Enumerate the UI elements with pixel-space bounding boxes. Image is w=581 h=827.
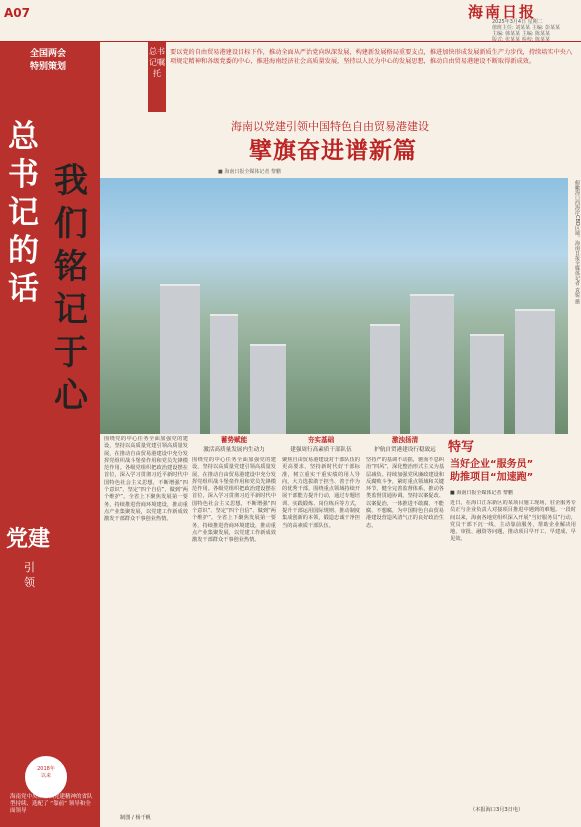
badge-year: 2018年	[37, 766, 55, 772]
subsection-2-body: 聚焦自由贸易港建设对干部队伍的更高要求，坚持新时代好干部标准，树立重实干重实绩的用人导向，大力选拔敢于担当、善于作为的优秀干部。围绕重点领域持续开展干部能力提升行动，通过专题培训、实践锻炼、岗位练兵等方式，提升干部运用国际规则、推动制度集成创新的本领，锻造忠诚干净担当的高素质干部队伍。	[282, 457, 360, 529]
side-feature-logo	[448, 436, 576, 455]
headline-subtitle: 海南以党建引领中国特色自由贸易港建设	[231, 120, 429, 133]
building	[210, 314, 238, 434]
headline-main: 擘旗奋进谱新篇	[249, 137, 417, 164]
subsection-3	[366, 436, 444, 817]
graphic-credit: 制图 / 杨千帆	[120, 815, 151, 821]
page-number: A07	[4, 6, 30, 20]
section-line-2: 特别策划	[29, 62, 66, 72]
subsection-1-head: 蓄势赋能	[220, 436, 248, 444]
badge-caption: 海南党中央和全国党建精神的省队型持续、选配了 “靠前” 领导和全面领导	[10, 794, 93, 814]
paper-name: 海南日报	[468, 3, 537, 21]
brush-calligraphy-a: 总书记的话	[8, 119, 39, 307]
side-headline-1: 当好企业“服务员”	[450, 459, 534, 470]
side-headline-2: 助推项目“加速跑”	[450, 472, 534, 483]
meta-line-1: 2025年3月4日 星期二	[492, 19, 543, 25]
masthead-meta	[492, 19, 580, 43]
subsection-3-kicker: 护航自贸港建设行稳致远	[374, 447, 436, 453]
building	[370, 324, 400, 434]
building	[250, 344, 286, 434]
section-title	[12, 48, 84, 74]
subsection-2-kicker: 建强周行高素质干部队伍	[290, 447, 352, 453]
byline: ■ 海南日报全媒体记者 黎鹏	[218, 169, 281, 175]
building	[515, 309, 555, 434]
subsection-1-body: 围绕党的中心任务全面加强党的建设，坚持以高质量党建引领高质量发展，在推动自由贸易港建设中充分发挥党组织战斗堡垒作用和党员先锋模范作用。各级党组织把政治建设摆在首位，深入学习贯彻习近平新时代中国特色社会主义思想，不断增强“四个意识”、坚定“四个自信”、做到“两个维护”。全省上下聚焦发展第一要务，持续推进营商环境建设，推动重点产业集聚发展，以党建工作新成效激发干部群众干事创业热情。	[192, 457, 276, 544]
subsection-1	[192, 436, 276, 817]
subsection-2	[282, 436, 360, 817]
dangjian-subtitle: 引领	[24, 561, 35, 589]
side-logo-text: 特写	[448, 440, 475, 455]
photo-caption: 俯瞰海口西海岸CBD区域。海南日报全媒体记者 袁锐 摄	[574, 180, 580, 304]
badge-text: 以来	[40, 773, 51, 779]
brush-calligraphy-b: 我们铭记于心	[54, 161, 88, 416]
building	[410, 294, 454, 434]
red-label-box: 总书记嘱托	[148, 42, 166, 112]
intro-quote: 要以党的自由贸易港建设目标下作，推动全面从严治党向纵深发展，构建新发展格局重要支点，推进加快形成发展新质生产力步伐，持续培实中央八项规定精神和各级党委的中心，推进海南经济社会高质量发展，坚持以人民为中心的发展思想，推动自由贸易港建设不断取得新成效。	[170, 49, 573, 65]
building	[160, 284, 200, 434]
subsection-3-body: 坚持严的基调不动摇，驰而不息纠治“四风”，深化整治形式主义为基层减负。持续加强党风廉政建设和反腐败斗争，紧盯重点领域和关键环节，健全完善监督体系，推动各类监督贯通协调。坚持以案促改、以案促治，一体推进不敢腐、不能腐、不想腐，为中国特色自由贸易港建设营造风清气正的良好政治生态。	[366, 457, 444, 529]
side-footer: （本报海口3月3日电）	[470, 807, 524, 813]
meta-line-4: 版式: 张某某 检校: 陈某某	[492, 37, 551, 43]
subsection-2-head: 夯实基础	[307, 436, 335, 444]
side-headline	[450, 458, 576, 484]
lead-column: 围绕党的中心任务全面加强党的建设，坚持以高质量党建引领高质量发展，在推动自由贸易港建设中充分发挥党组织战斗堡垒作用和党员先锋模范作用。各级党组织把政治建设摆在首位，深入学习贯彻习近平新时代中国特色社会主义思想，不断增强“四个意识”、坚定“四个自信”、做到“两个维护”。全省上下聚焦发展第一要务，持续推进营商环境建设，推动重点产业集聚发展，以党建工作新成效激发干部群众干事创业热情。	[104, 436, 188, 523]
side-body: 近日，在海口江东新区的某项目施工现场，驻企服务专员正与企业负责人对接项目推进中遇到的难题。一段时间以来，海南各地党组织深入开展“当好服务员”行动，党员干部下沉一线、主动靠前服务，帮助企业解决用地、审批、融资等问题，推动项目早开工、早建成、早见效。	[450, 500, 576, 543]
section-line-1: 全国两会	[29, 49, 66, 59]
meta-line-2: 值班主任: 刘某某 主编: 彭某某	[492, 25, 561, 31]
side-byline: ■ 海南日报全媒体记者 黎鹏	[450, 490, 513, 496]
building	[470, 334, 504, 434]
subsection-1-kicker: 激活高质量发展内生动力	[203, 447, 265, 453]
city-photo	[100, 178, 568, 434]
subsection-3-head: 激浊扬清	[391, 436, 419, 444]
meta-line-3: 主编: 韩某某 主编: 陈某某	[492, 31, 551, 37]
dangjian-title: 党建	[6, 526, 51, 552]
